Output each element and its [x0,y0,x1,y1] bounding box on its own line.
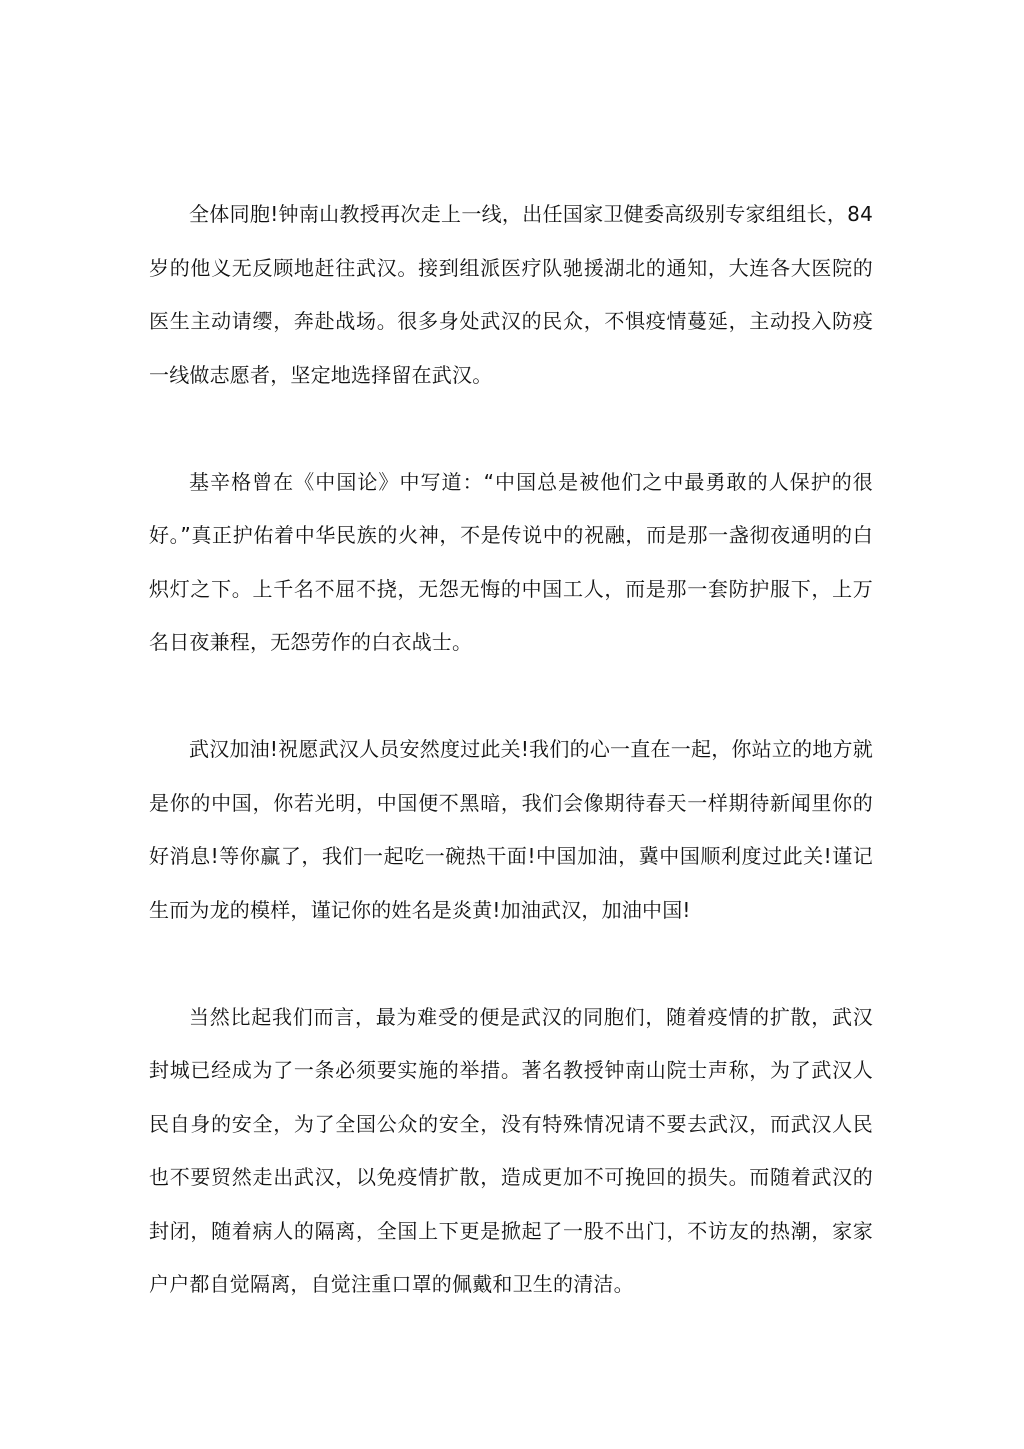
document-body [149,188,873,1312]
paragraph-3: 武汉加油!祝愿武汉人员安然度过此关!我们的心一直在一起，你站立的地方就是你的中国，你若光明，中国便不黑暗，我们会像期待春天一样期待新闻里你的好消息!等你赢了，我们一起吃一碗热干面!中国加油，冀中国顺利度过此关!谨记生而为龙的模样，谨记你的姓名是炎黄!加油武汉，加油中国! [149,737,873,922]
paragraph-1: 全体同胞!钟南山教授再次走上一线，出任国家卫健委高级别专家组组长，84岁的他义无反顾地赶往武汉。接到组派医疗队驰援湖北的通知，大连各大医院的医生主动请缨，奔赴战场。很多身处武汉的民众，不惧疫情蔓延，主动投入防疫一线做志愿者，坚定地选择留在武汉。 [149,202,873,387]
paragraph-2: 基辛格曾在《中国论》中写道：“中国总是被他们之中最勇敢的人保护的很好。”真正护佑着中华民族的火神，不是传说中的祝融，而是那一盏彻夜通明的白炽灯之下。上千名不屈不挠，无怨无悔的中国工人，而是那一套防护服下，上万名日夜兼程，无怨劳作的白衣战士。 [149,469,873,654]
paragraph-4: 当然比起我们而言，最为难受的便是武汉的同胞们，随着疫情的扩散，武汉封城已经成为了一条必须要实施的举措。著名教授钟南山院士声称，为了武汉人民自身的安全，为了全国公众的安全，没有特殊情况请不要去武汉，而武汉人民也不要贸然走出武汉，以免疫情扩散，造成更加不可挽回的损失。而随着武汉的封闭，随着病人的隔离，全国上下更是掀起了一股不出门，不访友的热潮，家家户户都自觉隔离，自觉注重口罩的佩戴和卫生的清洁。 [149,1004,873,1296]
